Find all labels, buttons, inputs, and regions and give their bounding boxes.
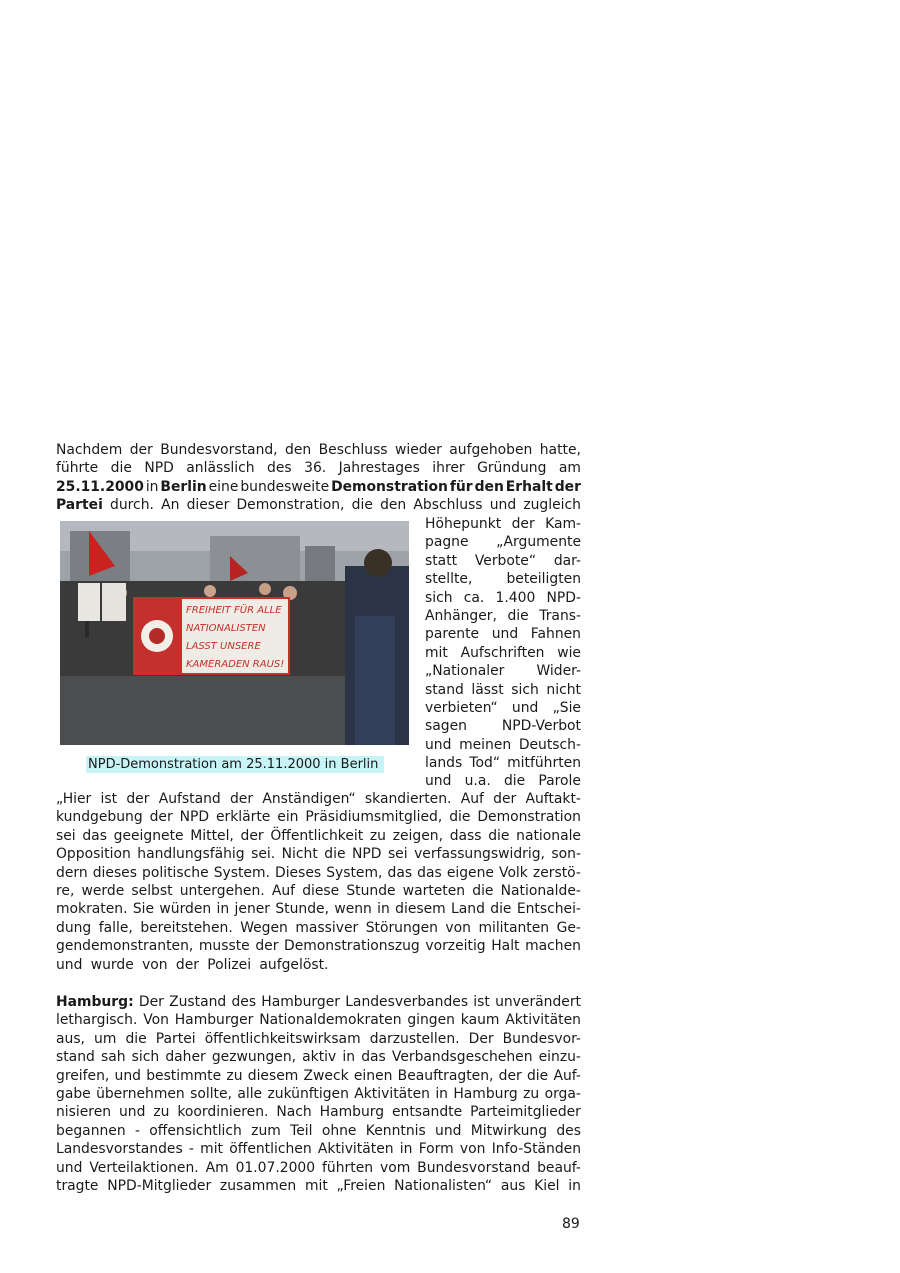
banner-line: LASST UNSERE — [186, 641, 261, 652]
text-line: 25.11.2000 in Berlin eine bundesweite Demonstration für den Erhalt der — [56, 478, 581, 495]
text-line: kundgebung der NPD erklärte ein Präsidiumsmitglied, die Demonstration — [56, 809, 581, 826]
text-line: sagen NPD-Verbot — [425, 718, 581, 735]
text-line: stellte, beteiligten — [425, 571, 581, 588]
text-line: mokraten. Sie würden in jener Stunde, wenn in diesem Land die Entschei- — [56, 901, 581, 918]
banner-line: NATIONALISTEN — [186, 623, 266, 634]
text-line: Anhänger, die Trans- — [425, 607, 581, 624]
text-line: Opposition handlungsfähig sei. Nicht die NPD sei verfassungswidrig, son- — [56, 846, 581, 863]
text-line: stand sah sich daher gezwungen, aktiv in das Verbandsgeschehen einzu- — [56, 1049, 581, 1066]
photo-graphic — [60, 521, 409, 745]
text-line: stand lässt sich nicht — [425, 681, 581, 698]
text-line: sei das geeignete Mittel, der Öffentlichkeit zu zeigen, dass die nationale — [56, 827, 581, 844]
intro-paragraph — [56, 441, 581, 515]
hamburg-paragraph — [56, 993, 581, 1195]
text-line: Höhepunkt der Kam- — [425, 516, 581, 532]
text-line: Partei durch. An dieser Demonstration, die den Abschluss und zugleich — [56, 497, 581, 514]
intro-paragraph-continued — [56, 790, 581, 974]
text-line: gendemonstranten, musste der Demonstrationszug vorzeitig Halt machen — [56, 938, 581, 955]
banner-line: FREIHEIT FÜR ALLE — [186, 605, 282, 616]
text-line: begannen - offensichtlich zum Teil ohne Kenntnis und Mitwirkung des — [56, 1122, 581, 1139]
text-line: „Hier ist der Aufstand der Anständigen“ skandierten. Auf der Auftakt- — [56, 791, 581, 807]
text-line: statt Verbote“ dar- — [425, 552, 581, 569]
text-line: und meinen Deutsch- — [425, 736, 581, 753]
text-line: lands Tod“ mitführten — [425, 755, 581, 772]
demonstration-photo — [60, 521, 409, 745]
text-line: dung falle, bereitstehen. Wegen massiver Störungen von militanten Ge- — [56, 919, 581, 936]
text-line: und Verteilaktionen. Am 01.07.2000 führten vom Bundesvorstand beauf- — [56, 1159, 581, 1176]
text-line: Nachdem der Bundesvorstand, den Beschluss wieder aufgehoben hatte, — [56, 442, 581, 458]
text-line: lethargisch. Von Hamburger Nationaldemokraten gingen kaum Aktivitäten — [56, 1012, 581, 1029]
text-line: greifen, und bestimmte zu diesem Zweck einen Beauftragten, der die Auf- — [56, 1067, 581, 1084]
text-line: führte die NPD anlässlich des 36. Jahrestages ihrer Gründung am — [56, 460, 581, 477]
photo-caption: NPD-Demonstration am 25.11.2000 in Berlin — [86, 756, 384, 773]
text-line: „Nationaler Wider- — [425, 663, 581, 680]
text-line: dern dieses politische System. Dieses System, das das eigene Volk zerstö- — [56, 864, 581, 881]
wrapped-text-beside-photo — [425, 515, 581, 791]
text-line: und wurde von der Polizei aufgelöst. — [56, 956, 329, 973]
text-line: mit Aufschriften wie — [425, 644, 581, 661]
banner-line: KAMERADEN RAUS! — [186, 659, 285, 670]
text-line: nisieren und zu koordinieren. Nach Hamburg entsandte Parteimitglieder — [56, 1104, 581, 1121]
text-line: parente und Fahnen — [425, 626, 581, 643]
text-line: aus, um die Partei öffentlichkeitswirksam darzustellen. Der Bundesvor- — [56, 1030, 581, 1047]
text-line: pagne „Argumente — [425, 534, 581, 551]
text-line: sich ca. 1.400 NPD- — [425, 589, 581, 606]
text-line: Hamburg: Der Zustand des Hamburger Landesverbandes ist unverändert — [56, 994, 581, 1010]
text-line: Landesvorstandes - mit öffentlichen Aktivitäten in Form von Info-Ständen — [56, 1141, 581, 1158]
text-line: und u.a. die Parole — [425, 773, 581, 790]
text-line: gabe übernehmen sollte, alle zukünftigen Aktivitäten in Hamburg zu orga- — [56, 1085, 581, 1102]
text-line: re, werde selbst untergehen. Auf diese Stunde warteten die Nationalde- — [56, 882, 581, 899]
text-line: tragte NPD-Mitglieder zusammen mit „Freien Nationalisten“ aus Kiel in — [56, 1177, 581, 1194]
text-line: verbieten“ und „Sie — [425, 699, 581, 716]
page-number: 89 — [562, 1216, 580, 1232]
